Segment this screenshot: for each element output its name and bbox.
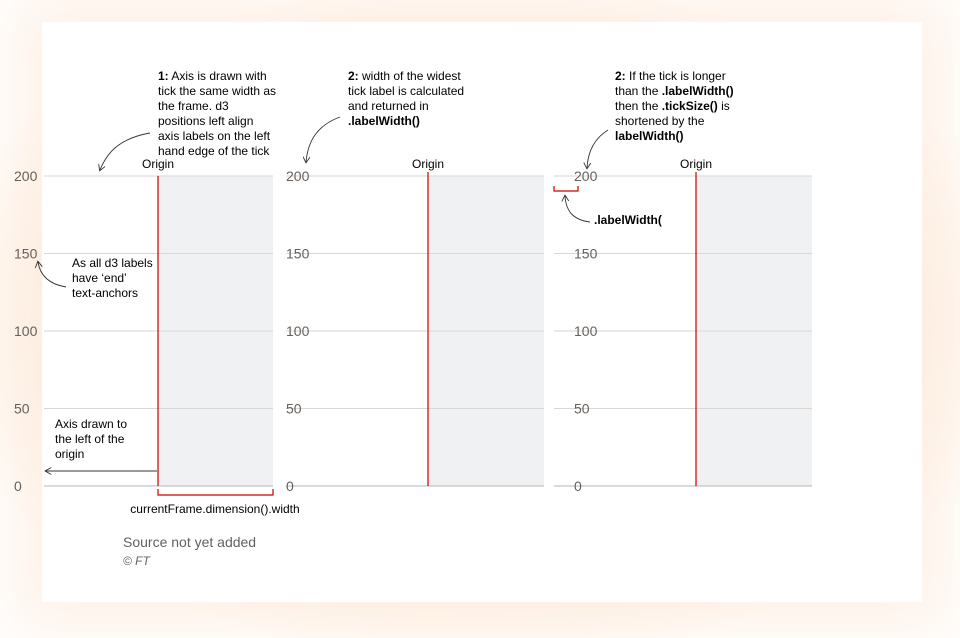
note-3-arrow xyxy=(587,130,608,168)
frame-width-label: currentFrame.dimension().width xyxy=(130,502,300,516)
panel-3-tick-label: 0 xyxy=(574,478,582,494)
left-note-line-1: Axis drawn to xyxy=(55,417,128,431)
label-width-bracket xyxy=(554,186,662,227)
panel-1-tick-label: 50 xyxy=(14,400,30,417)
note-3-line-3: then the .tickSize() is xyxy=(615,99,730,113)
ft-credit: © FT xyxy=(123,554,150,568)
panel-2-tick-label: 150 xyxy=(286,245,310,262)
note-3-line-4: shortened by the xyxy=(615,114,705,128)
frame-width-bracket xyxy=(130,489,299,516)
note-3-line-5: labelWidth() xyxy=(615,129,684,143)
panel-3-tick-label: 150 xyxy=(574,245,598,262)
label-width-callout: .labelWidth( xyxy=(594,213,662,227)
anchor-note-line-2: have ‘end’ xyxy=(72,271,127,285)
panel-2 xyxy=(286,157,544,494)
panel-1-tick-label: 150 xyxy=(14,245,38,262)
panel-1-tick-label: 0 xyxy=(14,478,22,494)
panel-1-tick-label: 200 xyxy=(14,168,38,184)
panel-1-tick-label: 100 xyxy=(14,323,38,339)
source-note: Source not yet added xyxy=(123,534,257,550)
panel-1-origin-label: Origin xyxy=(141,157,175,171)
note-3-line-2: than the .labelWidth() xyxy=(615,84,734,98)
note-1-line-1: 1: Axis is drawn with xyxy=(158,69,267,83)
note-2-line-4: .labelWidth() xyxy=(348,114,420,128)
anchor-note xyxy=(38,256,153,300)
label-width-arrow xyxy=(565,196,590,222)
anchor-note-line-1: As all d3 labels xyxy=(72,256,153,270)
panel-2-tick-label: 200 xyxy=(286,168,310,184)
panel-2-tick-label: 0 xyxy=(286,478,294,494)
note-2-line-3: and returned in xyxy=(348,99,429,113)
note-2-line-2: tick label is calculated xyxy=(348,84,465,98)
panel-3-tick-label: 200 xyxy=(574,168,598,184)
note-1 xyxy=(100,69,276,170)
panel-2-tick-label: 100 xyxy=(286,323,310,339)
anchor-note-line-3: text-anchors xyxy=(72,286,139,300)
panel-2-origin-label: Origin xyxy=(411,157,445,171)
left-note-line-2: the left of the xyxy=(55,432,125,446)
panel-3-tick-label: 50 xyxy=(574,400,590,417)
left-note-line-3: origin xyxy=(55,447,85,461)
note-3 xyxy=(587,69,734,168)
note-1-line-4: positions left align xyxy=(158,114,254,128)
note-3-line-1: 2: If the tick is longer xyxy=(615,69,726,83)
panel-1 xyxy=(14,157,273,494)
panel-3-origin-label: Origin xyxy=(679,157,713,171)
panel-3 xyxy=(554,157,812,494)
note-2-line-1: 2: width of the widest xyxy=(348,69,461,83)
note-2-arrow xyxy=(306,117,340,162)
note-2 xyxy=(306,69,464,162)
panel-3-tick-label: 100 xyxy=(574,323,598,339)
anchor-note-arrow xyxy=(38,262,66,287)
note-1-line-2: tick the same width as xyxy=(158,84,277,98)
left-note xyxy=(46,417,157,471)
note-1-line-3: the frame. d3 xyxy=(158,99,229,113)
panel-2-tick-label: 50 xyxy=(286,400,302,417)
note-1-line-5: axis labels on the left xyxy=(158,129,271,143)
note-1-line-6: hand edge of the tick xyxy=(158,144,270,158)
